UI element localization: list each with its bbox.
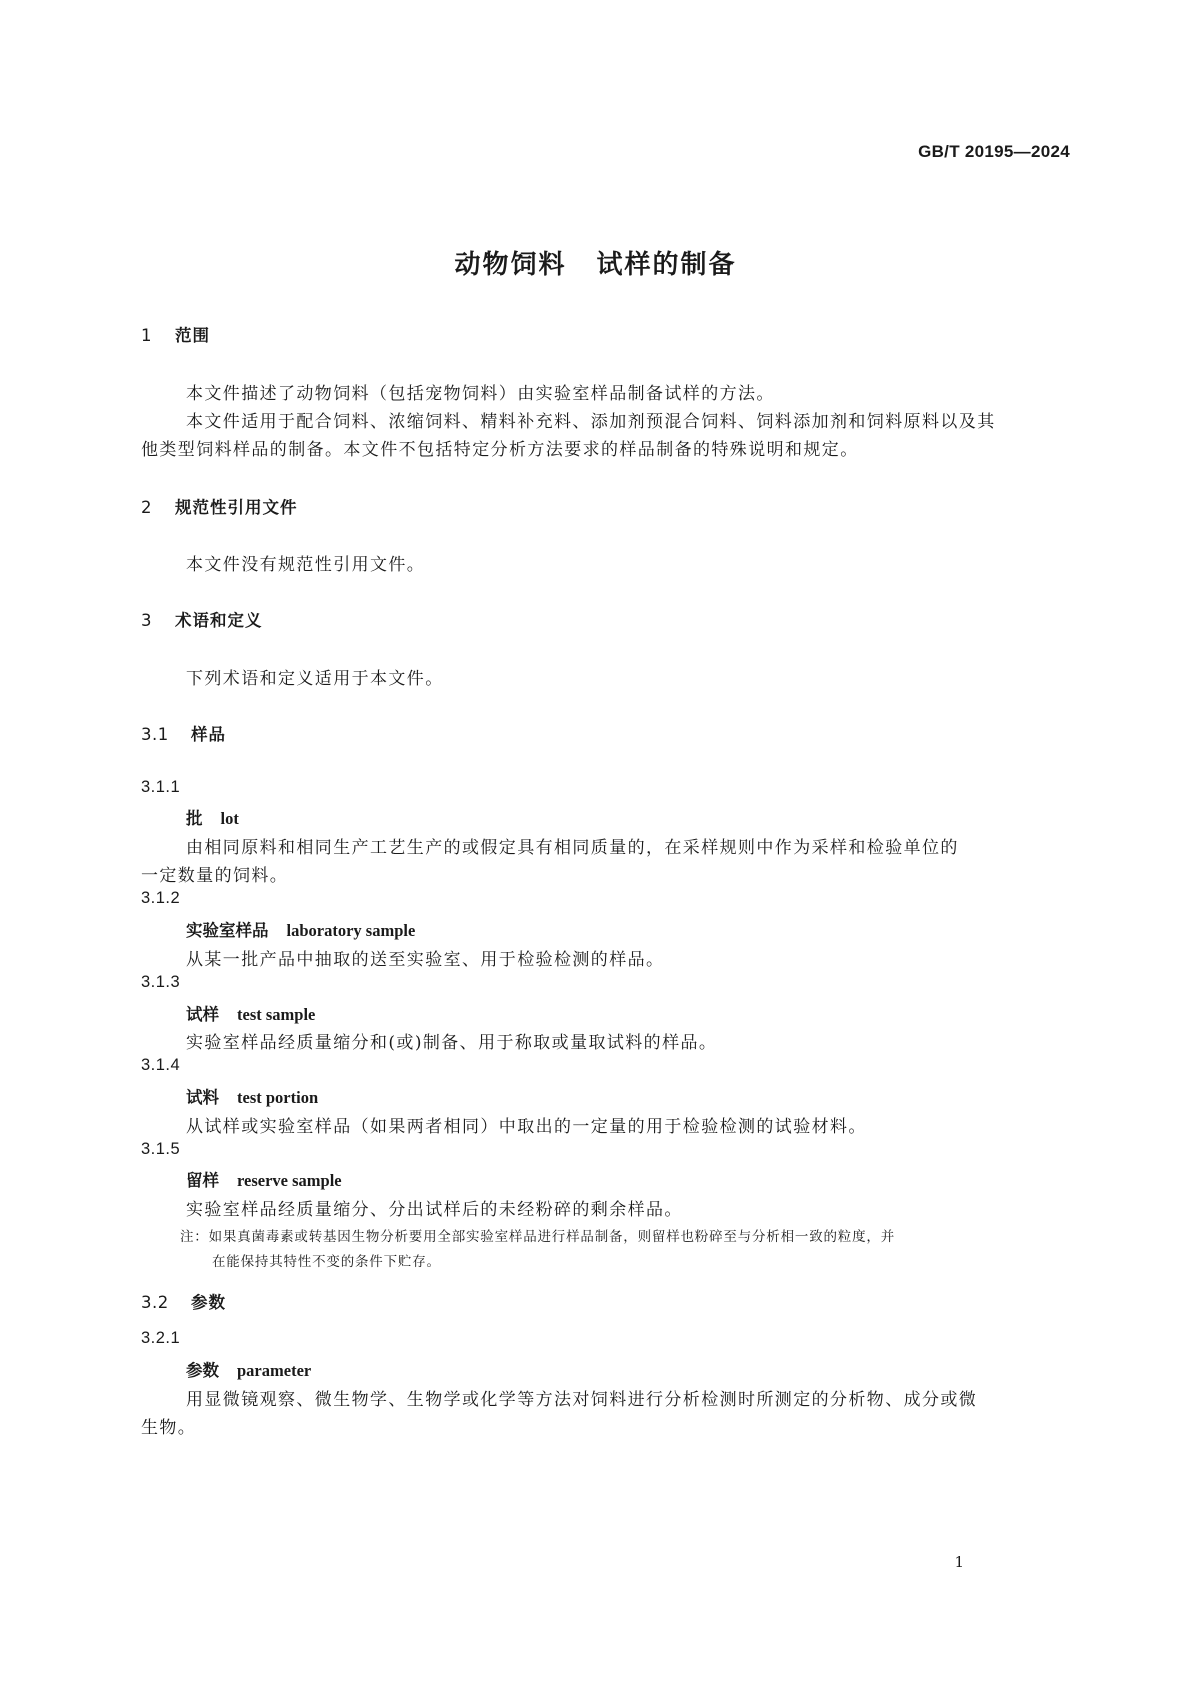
document-title	[0, 244, 1191, 281]
title-part-2: 试样的制备	[596, 250, 737, 280]
term-en: test portion	[237, 1088, 319, 1107]
term-zh: 实验室样品	[186, 921, 269, 940]
paragraph: 本文件描述了动物饲料（包括宠物饲料）由实验室样品制备试样的方法。	[186, 384, 775, 404]
section-number: 1	[141, 326, 153, 345]
term-zh: 试料	[186, 1088, 219, 1107]
section-heading-3	[141, 607, 263, 631]
paragraph: 本文件没有规范性引用文件。	[186, 555, 426, 575]
section-title: 范围	[175, 326, 210, 345]
note: 注：如果真菌毒素或转基因生物分析要用全部实验室样品进行样品制备，则留样也粉碎至与分析相一致的粒度，并	[180, 1229, 895, 1245]
term-number: 3.1.2	[141, 889, 181, 907]
term-number: 3.2.1	[141, 1329, 181, 1347]
term-en: reserve sample	[237, 1171, 342, 1190]
page-number: 1	[954, 1553, 964, 1571]
term-number: 3.1.4	[141, 1056, 181, 1074]
term-definition-continuation: 生物。	[141, 1418, 197, 1438]
term-name	[186, 1001, 315, 1025]
term-name	[186, 1084, 318, 1108]
subsection-heading-3-2	[141, 1289, 226, 1313]
term-definition: 从某一批产品中抽取的送至实验室、用于检验检测的样品。	[186, 950, 665, 970]
term-name	[186, 917, 415, 941]
term-number: 3.1.1	[141, 778, 181, 796]
term-number: 3.1.3	[141, 973, 181, 991]
section-heading-2	[141, 494, 298, 518]
standard-number: GB/T 20195—2024	[918, 142, 1070, 161]
term-definition: 用显微镜观察、微生物学、生物学或化学等方法对饲料进行分析检测时所测定的分析物、成分或微	[186, 1390, 978, 1410]
term-definition-continuation: 一定数量的饲料。	[141, 866, 289, 886]
term-en: test sample	[237, 1005, 316, 1024]
section-title: 术语和定义	[175, 611, 263, 630]
section-title: 样品	[191, 725, 226, 744]
term-definition: 实验室样品经质量缩分和(或)制备、用于称取或量取试料的样品。	[186, 1033, 718, 1053]
term-number: 3.1.5	[141, 1140, 181, 1158]
term-zh: 试样	[186, 1005, 219, 1024]
section-title: 规范性引用文件	[175, 498, 298, 517]
title-part-1: 动物饲料	[454, 250, 567, 280]
term-en: laboratory sample	[286, 921, 416, 940]
section-heading-1	[141, 322, 210, 346]
term-name	[186, 1167, 342, 1191]
term-name	[186, 805, 239, 829]
term-en: parameter	[237, 1361, 312, 1380]
term-zh: 留样	[186, 1171, 219, 1190]
paragraph: 下列术语和定义适用于本文件。	[186, 669, 444, 689]
section-number: 3.2	[141, 1293, 169, 1312]
paragraph: 本文件适用于配合饲料、浓缩饲料、精料补充料、添加剂预混合饲料、饲料添加剂和饲料原料以及其	[186, 412, 996, 432]
term-definition: 实验室样品经质量缩分、分出试样后的未经粉碎的剩余样品。	[186, 1200, 683, 1220]
section-number: 3.1	[141, 725, 169, 744]
section-title: 参数	[191, 1293, 226, 1312]
term-name	[186, 1357, 311, 1381]
section-number: 3	[141, 611, 153, 630]
term-definition: 从试样或实验室样品（如果两者相同）中取出的一定量的用于检验检测的试验材料。	[186, 1117, 867, 1137]
subsection-heading-3-1	[141, 721, 226, 745]
term-zh: 参数	[186, 1361, 219, 1380]
section-number: 2	[141, 498, 153, 517]
term-en: lot	[220, 809, 239, 828]
note-continuation: 在能保持其特性不变的条件下贮存。	[212, 1254, 441, 1270]
paragraph-continuation: 他类型饲料样品的制备。本文件不包括特定分析方法要求的样品制备的特殊说明和规定。	[141, 440, 859, 460]
term-zh: 批	[186, 809, 203, 828]
term-definition: 由相同原料和相同生产工艺生产的或假定具有相同质量的，在采样规则中作为采样和检验单位的	[186, 838, 959, 858]
